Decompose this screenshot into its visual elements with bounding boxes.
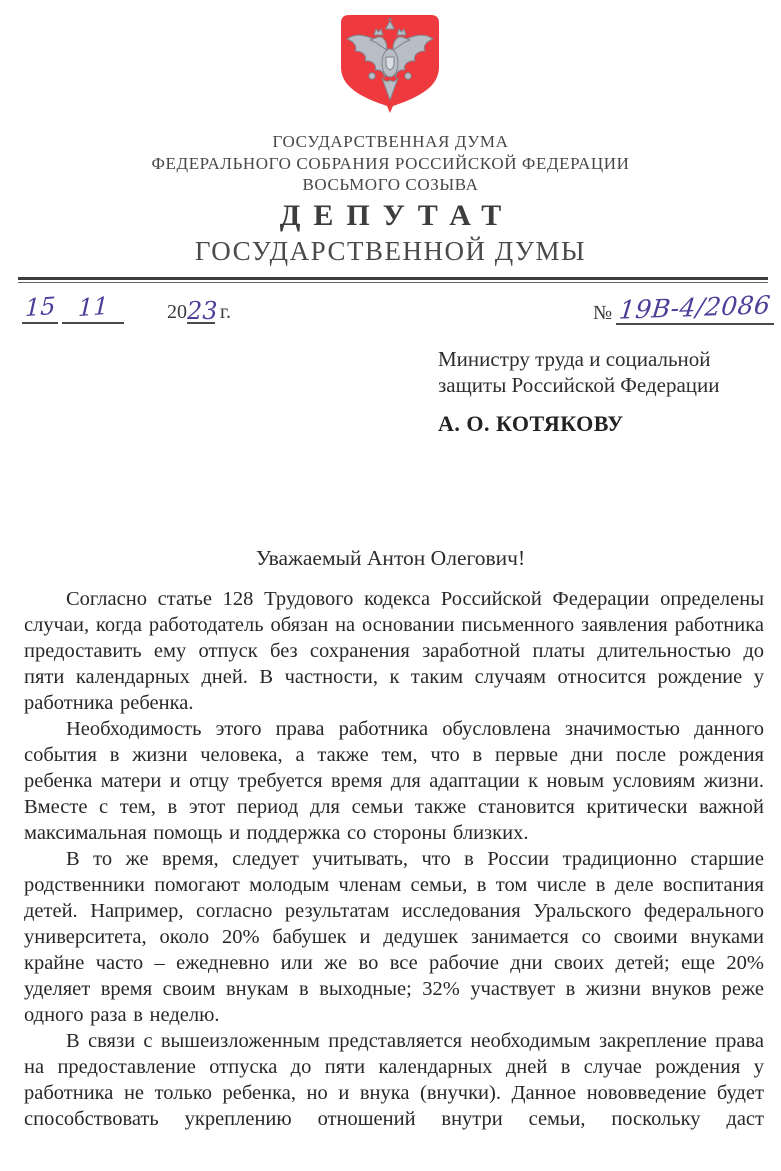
recipient-line-2: защиты Российской Федерации (438, 373, 720, 397)
year-unit: г. (220, 301, 231, 323)
date-day-field (22, 293, 58, 324)
outgoing-number-field (593, 290, 774, 325)
handwritten-year: 23 (187, 297, 218, 325)
handwritten-day: 15 (24, 291, 56, 323)
body-paragraph-1: Согласно статье 128 Трудового кодекса Российской Федерации определены случаи, когда работодатель обязан на основании письменного заявления работника предоставить ему отпуск без сохранения заработной платы длительностью до пяти календарных дней. В частности, к таким случаям относится рождение у работника ребенка. (24, 588, 764, 714)
letterhead-rule (18, 277, 768, 283)
date-month-field (62, 293, 124, 324)
letterhead-title (0, 199, 781, 266)
org-line-3: ВОСЬМОГО СОЗЫВА (302, 175, 479, 194)
body-paragraph-3: В то же время, следует учитывать, что в России традиционно старшие родственники помогают молодым членам семьи, в том числе в деле воспитания детей. Например, согласно результатам исследования Уральского федерального университета, около 20% бабушек и дедушек занимается со своими внуками крайне часто – ежедневно или же во все рабочие дни своих детей; еще 20% уделяет время своим внукам в выходные; 32% участвует в жизни внуков реже одного раза в неделю. (24, 848, 764, 1026)
handwritten-number: 19В-4/2086 (617, 290, 773, 325)
recipient-name: А. О. КОТЯКОВУ (438, 411, 624, 436)
letter-body (24, 586, 764, 1132)
recipient-block (438, 346, 738, 437)
org-line-2: ФЕДЕРАЛЬНОГО СОБРАНИЯ РОССИЙСКОЙ ФЕДЕРАЦИИ (151, 153, 630, 173)
letterhead-org (0, 131, 781, 196)
date-year-field (167, 299, 231, 323)
deputy-subtitle: ГОСУДАРСТВЕННОЙ ДУМЫ (194, 236, 587, 266)
org-line-1: ГОСУДАРСТВЕННАЯ ДУМА (272, 132, 509, 151)
year-prefix: 20 (167, 301, 187, 323)
salutation: Уважаемый Антон Олегович! (255, 546, 526, 570)
number-underline (616, 290, 774, 325)
number-label: № (593, 302, 613, 324)
recipient-line-1: Министру труда и социальной (438, 347, 711, 371)
coat-of-arms (336, 12, 444, 114)
body-paragraph-2: Необходимость этого права работника обусловлена значимостью данного события в жизни человека, а также тем, что в первые дни после рождения ребенка матери и отцу требуется время для адаптации к новым условиям жизни. Вместе с тем, в этот период для семьи также становится критически важной максимальная помощь и поддержка со стороны близких. (24, 718, 764, 844)
body-paragraph-4: В связи с вышеизложенным представляется необходимым закрепление права на предоставление отпуска до пяти календарных дней в случае рождения у работника не только ребенка, но и внука (внучки). Данное нововведение будет способствовать укреплению отношений внутри семьи, поскольку даст (24, 1030, 764, 1130)
double-headed-eagle-icon (336, 12, 444, 114)
handwritten-month: 11 (77, 291, 109, 323)
date-number-line (0, 290, 781, 337)
deputy-title: ДЕПУТАТ (279, 199, 515, 232)
